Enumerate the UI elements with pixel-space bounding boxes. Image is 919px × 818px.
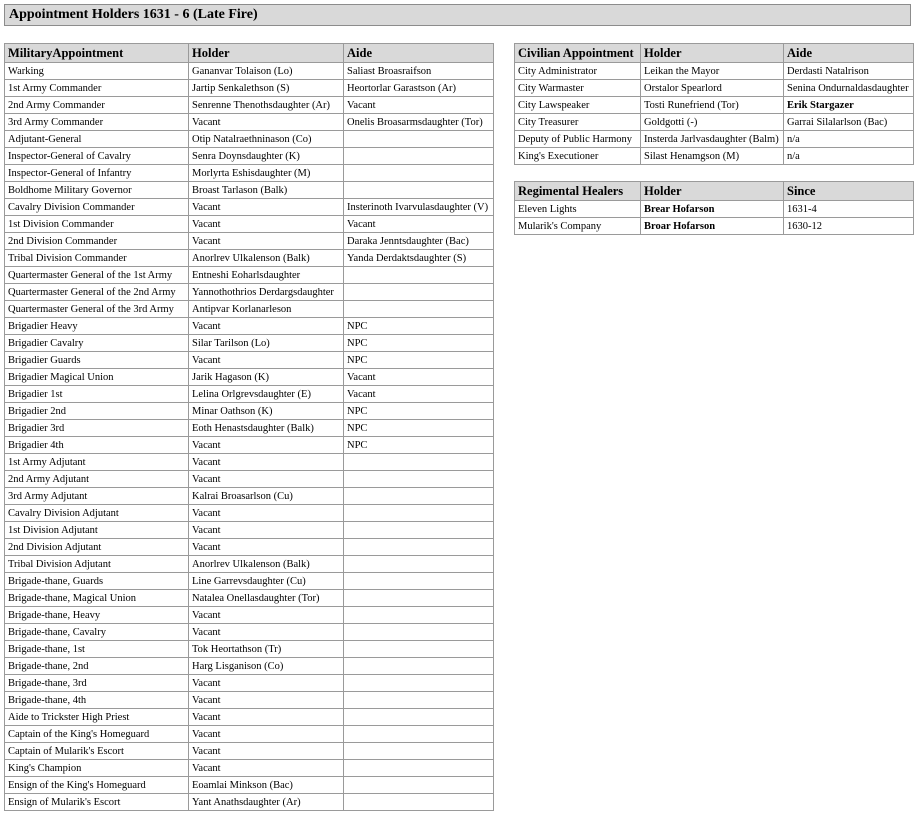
holder-cell: Vacant <box>189 199 344 216</box>
table-row <box>5 352 494 369</box>
aide-cell <box>344 675 494 692</box>
holder-cell: Jartip Senkalethson (S) <box>189 80 344 97</box>
table-row <box>5 386 494 403</box>
aide-cell <box>344 267 494 284</box>
aide-cell <box>344 182 494 199</box>
table-row <box>5 165 494 182</box>
appointment-cell: Brigadier 2nd <box>5 403 189 420</box>
table-row <box>5 284 494 301</box>
holder-cell: Gananvar Tolaison (Lo) <box>189 63 344 80</box>
aide-cell: NPC <box>344 318 494 335</box>
table-row <box>515 148 914 165</box>
holder-cell: Anorlrev Ulkalenson (Balk) <box>189 556 344 573</box>
table-row <box>5 471 494 488</box>
holder-cell: Minar Oathson (K) <box>189 403 344 420</box>
aide-cell <box>344 522 494 539</box>
holder-cell: Vacant <box>189 709 344 726</box>
aide-cell <box>344 726 494 743</box>
appointment-cell: 2nd Division Commander <box>5 233 189 250</box>
appointment-cell: 1st Army Commander <box>5 80 189 97</box>
appointment-cell: City Lawspeaker <box>515 97 641 114</box>
appointment-cell: Ensign of Mularik's Escort <box>5 794 189 811</box>
table-row <box>5 369 494 386</box>
holder-cell: Silar Tarilson (Lo) <box>189 335 344 352</box>
table-row <box>515 63 914 80</box>
table-row <box>5 335 494 352</box>
holder-cell: Vacant <box>189 216 344 233</box>
table-row <box>5 607 494 624</box>
aide-cell: Onelis Broasarmsdaughter (Tor) <box>344 114 494 131</box>
appointment-cell: Boldhome Military Governor <box>5 182 189 199</box>
holder-cell: Vacant <box>189 522 344 539</box>
holder-cell: Eoamlai Minkson (Bac) <box>189 777 344 794</box>
aide-cell: Daraka Jenntsdaughter (Bac) <box>344 233 494 250</box>
table-row <box>5 148 494 165</box>
aide-cell: n/a <box>784 148 914 165</box>
appointment-cell: Brigade-thane, 1st <box>5 641 189 658</box>
table-row <box>5 114 494 131</box>
table-row <box>5 267 494 284</box>
military-header-row <box>5 44 494 63</box>
appointment-cell: King's Executioner <box>515 148 641 165</box>
holder-cell: Vacant <box>189 675 344 692</box>
aide-cell: NPC <box>344 403 494 420</box>
appointment-cell: Tribal Division Commander <box>5 250 189 267</box>
table-row <box>5 488 494 505</box>
table-row <box>5 301 494 318</box>
holder-cell: Vacant <box>189 760 344 777</box>
appointment-cell: 3rd Army Adjutant <box>5 488 189 505</box>
aide-cell <box>344 692 494 709</box>
appointment-cell: Brigadier 1st <box>5 386 189 403</box>
holder-cell: Harg Lisganison (Co) <box>189 658 344 675</box>
aide-cell <box>344 165 494 182</box>
aide-cell: Senina Ondurnaldasdaughter <box>784 80 914 97</box>
aide-cell: Saliast Broasraifson <box>344 63 494 80</box>
holder-cell: Vacant <box>189 539 344 556</box>
table-row <box>5 199 494 216</box>
aide-cell: n/a <box>784 131 914 148</box>
header-since: Since <box>784 182 914 201</box>
table-row <box>5 97 494 114</box>
holder-cell: Anorlrev Ulkalenson (Balk) <box>189 250 344 267</box>
table-row <box>5 420 494 437</box>
table-row <box>515 80 914 97</box>
table-row <box>515 201 914 218</box>
appointment-cell: 2nd Army Commander <box>5 97 189 114</box>
holder-cell: Tok Heortathson (Tr) <box>189 641 344 658</box>
aide-cell <box>344 641 494 658</box>
holder-cell: Antipvar Korlanarleson <box>189 301 344 318</box>
appointment-cell: Quartermaster General of the 1st Army <box>5 267 189 284</box>
aide-cell: Vacant <box>344 216 494 233</box>
table-row <box>515 97 914 114</box>
table-row <box>5 250 494 267</box>
table-row <box>5 80 494 97</box>
military-appointments-table <box>4 43 494 811</box>
civilian-appointments-table <box>514 43 914 165</box>
holder-cell: Vacant <box>189 471 344 488</box>
appointment-cell: Cavalry Division Adjutant <box>5 505 189 522</box>
table-row <box>5 437 494 454</box>
appointment-cell: Brigade-thane, 3rd <box>5 675 189 692</box>
aide-cell: NPC <box>344 420 494 437</box>
aide-cell <box>344 709 494 726</box>
holder-cell: Eoth Henastsdaughter (Balk) <box>189 420 344 437</box>
holder-cell: Silast Henamgson (M) <box>641 148 784 165</box>
aide-cell <box>344 794 494 811</box>
aide-cell <box>344 488 494 505</box>
table-row <box>5 63 494 80</box>
appointment-cell: 1st Division Commander <box>5 216 189 233</box>
aide-cell: Vacant <box>344 369 494 386</box>
table-row <box>515 131 914 148</box>
holder-cell: Natalea Onellasdaughter (Tor) <box>189 590 344 607</box>
aide-cell <box>344 624 494 641</box>
header-civilian-appointment: Civilian Appointment <box>515 44 641 63</box>
since-cell: 1630-12 <box>784 218 914 235</box>
appointment-cell: Tribal Division Adjutant <box>5 556 189 573</box>
appointment-cell: Brigadier 3rd <box>5 420 189 437</box>
appointment-cell: Brigade-thane, Cavalry <box>5 624 189 641</box>
header-aide: Aide <box>344 44 494 63</box>
aide-cell <box>344 539 494 556</box>
aide-cell: Insterinoth Ivarvulasdaughter (V) <box>344 199 494 216</box>
aide-cell: Heortorlar Garastson (Ar) <box>344 80 494 97</box>
appointment-cell: Inspector-General of Cavalry <box>5 148 189 165</box>
aide-cell <box>344 148 494 165</box>
holder-cell: Vacant <box>189 454 344 471</box>
header-holder: Holder <box>189 44 344 63</box>
appointment-cell: Brigade-thane, Guards <box>5 573 189 590</box>
table-row <box>5 709 494 726</box>
aide-cell <box>344 573 494 590</box>
table-row <box>5 573 494 590</box>
appointment-cell: Quartermaster General of the 3rd Army <box>5 301 189 318</box>
table-row <box>5 505 494 522</box>
aide-cell: Erik Stargazer <box>784 97 914 114</box>
aide-cell: Vacant <box>344 386 494 403</box>
appointment-cell: 2nd Army Adjutant <box>5 471 189 488</box>
aide-cell <box>344 777 494 794</box>
aide-cell <box>344 590 494 607</box>
table-row <box>5 539 494 556</box>
appointment-cell: Ensign of the King's Homeguard <box>5 777 189 794</box>
appointment-cell: Brigadier Magical Union <box>5 369 189 386</box>
table-row <box>5 675 494 692</box>
table-row <box>5 522 494 539</box>
appointment-cell: Warking <box>5 63 189 80</box>
aide-cell: Yanda Derdaktsdaughter (S) <box>344 250 494 267</box>
appointment-cell: Brigade-thane, Magical Union <box>5 590 189 607</box>
table-row <box>5 777 494 794</box>
aide-cell <box>344 471 494 488</box>
holder-cell: Otip Natalraethninason (Co) <box>189 131 344 148</box>
table-row <box>5 794 494 811</box>
appointment-cell: 1st Division Adjutant <box>5 522 189 539</box>
holder-cell: Vacant <box>189 505 344 522</box>
since-cell: 1631-4 <box>784 201 914 218</box>
holder-cell: Line Garrevsdaughter (Cu) <box>189 573 344 590</box>
holder-cell: Vacant <box>189 233 344 250</box>
aide-cell <box>344 760 494 777</box>
appointment-cell: King's Champion <box>5 760 189 777</box>
aide-cell: Derdasti Natalrison <box>784 63 914 80</box>
appointment-cell: Brigade-thane, 2nd <box>5 658 189 675</box>
table-row <box>5 182 494 199</box>
appointment-cell: Brigadier 4th <box>5 437 189 454</box>
aide-cell <box>344 743 494 760</box>
holder-cell: Brear Hofarson <box>641 201 784 218</box>
appointment-cell: City Treasurer <box>515 114 641 131</box>
holder-cell: Yannothothrios Derdargsdaughter <box>189 284 344 301</box>
table-row <box>5 743 494 760</box>
table-row <box>5 403 494 420</box>
holder-cell: Broar Hofarson <box>641 218 784 235</box>
holder-cell: Kalrai Broasarlson (Cu) <box>189 488 344 505</box>
holder-cell: Broast Tarlason (Balk) <box>189 182 344 199</box>
table-row <box>5 624 494 641</box>
appointment-cell: Quartermaster General of the 2nd Army <box>5 284 189 301</box>
appointment-cell: Brigadier Heavy <box>5 318 189 335</box>
holder-cell: Vacant <box>189 624 344 641</box>
table-row <box>5 692 494 709</box>
civilian-header-row <box>515 44 914 63</box>
appointment-cell: Cavalry Division Commander <box>5 199 189 216</box>
holder-cell: Vacant <box>189 352 344 369</box>
header-aide: Aide <box>784 44 914 63</box>
table-row <box>5 233 494 250</box>
holder-cell: Morlyrta Eshisdaughter (M) <box>189 165 344 182</box>
table-row <box>5 590 494 607</box>
holder-cell: Orstalor Spearlord <box>641 80 784 97</box>
appointment-cell: Brigadier Guards <box>5 352 189 369</box>
holder-cell: Leikan the Mayor <box>641 63 784 80</box>
table-row <box>515 114 914 131</box>
holder-cell: Lelina Orlgrevsdaughter (E) <box>189 386 344 403</box>
table-row <box>5 454 494 471</box>
table-row <box>5 641 494 658</box>
table-row <box>5 216 494 233</box>
aide-cell <box>344 658 494 675</box>
holder-cell: Vacant <box>189 692 344 709</box>
aide-cell <box>344 131 494 148</box>
appointment-cell: Brigade-thane, Heavy <box>5 607 189 624</box>
regimental-healers-table <box>514 181 914 235</box>
aide-cell: NPC <box>344 352 494 369</box>
table-row <box>5 658 494 675</box>
aide-cell <box>344 284 494 301</box>
aide-cell <box>344 301 494 318</box>
aide-cell <box>344 454 494 471</box>
aide-cell: NPC <box>344 437 494 454</box>
appointment-cell: Captain of the King's Homeguard <box>5 726 189 743</box>
header-holder: Holder <box>641 44 784 63</box>
holder-cell: Goldgotti (-) <box>641 114 784 131</box>
appointment-cell: Aide to Trickster High Priest <box>5 709 189 726</box>
appointment-cell: Brigade-thane, 4th <box>5 692 189 709</box>
holder-cell: Senra Doynsdaughter (K) <box>189 148 344 165</box>
header-military-appointment: MilitaryAppointment <box>5 44 189 63</box>
regiment-cell: Mularik's Company <box>515 218 641 235</box>
appointment-cell: Adjutant-General <box>5 131 189 148</box>
table-row <box>515 218 914 235</box>
aide-cell: NPC <box>344 335 494 352</box>
appointment-cell: City Administrator <box>515 63 641 80</box>
appointment-cell: Deputy of Public Harmony <box>515 131 641 148</box>
appointment-cell: Captain of Mularik's Escort <box>5 743 189 760</box>
aide-cell <box>344 556 494 573</box>
appointment-cell: 2nd Division Adjutant <box>5 539 189 556</box>
appointment-cell: Inspector-General of Infantry <box>5 165 189 182</box>
holder-cell: Tosti Runefriend (Tor) <box>641 97 784 114</box>
holder-cell: Yant Anathsdaughter (Ar) <box>189 794 344 811</box>
page-title: Appointment Holders 1631 - 6 (Late Fire) <box>4 4 911 26</box>
table-row <box>5 556 494 573</box>
healers-header-row <box>515 182 914 201</box>
table-row <box>5 726 494 743</box>
appointment-cell: 1st Army Adjutant <box>5 454 189 471</box>
aide-cell: Garrai Silalarlson (Bac) <box>784 114 914 131</box>
holder-cell: Vacant <box>189 726 344 743</box>
header-regimental-healers: Regimental Healers <box>515 182 641 201</box>
holder-cell: Vacant <box>189 114 344 131</box>
holder-cell: Vacant <box>189 743 344 760</box>
holder-cell: Insterda Jarlvasdaughter (Balm) <box>641 131 784 148</box>
holder-cell: Vacant <box>189 437 344 454</box>
holder-cell: Senrenne Thenothsdaughter (Ar) <box>189 97 344 114</box>
appointment-cell: Brigadier Cavalry <box>5 335 189 352</box>
regiment-cell: Eleven Lights <box>515 201 641 218</box>
appointment-cell: 3rd Army Commander <box>5 114 189 131</box>
table-row <box>5 760 494 777</box>
appointment-cell: City Warmaster <box>515 80 641 97</box>
holder-cell: Jarik Hagason (K) <box>189 369 344 386</box>
header-holder: Holder <box>641 182 784 201</box>
aide-cell: Vacant <box>344 97 494 114</box>
table-row <box>5 318 494 335</box>
aide-cell <box>344 505 494 522</box>
holder-cell: Entneshi Eoharlsdaughter <box>189 267 344 284</box>
holder-cell: Vacant <box>189 607 344 624</box>
table-row <box>5 131 494 148</box>
holder-cell: Vacant <box>189 318 344 335</box>
aide-cell <box>344 607 494 624</box>
